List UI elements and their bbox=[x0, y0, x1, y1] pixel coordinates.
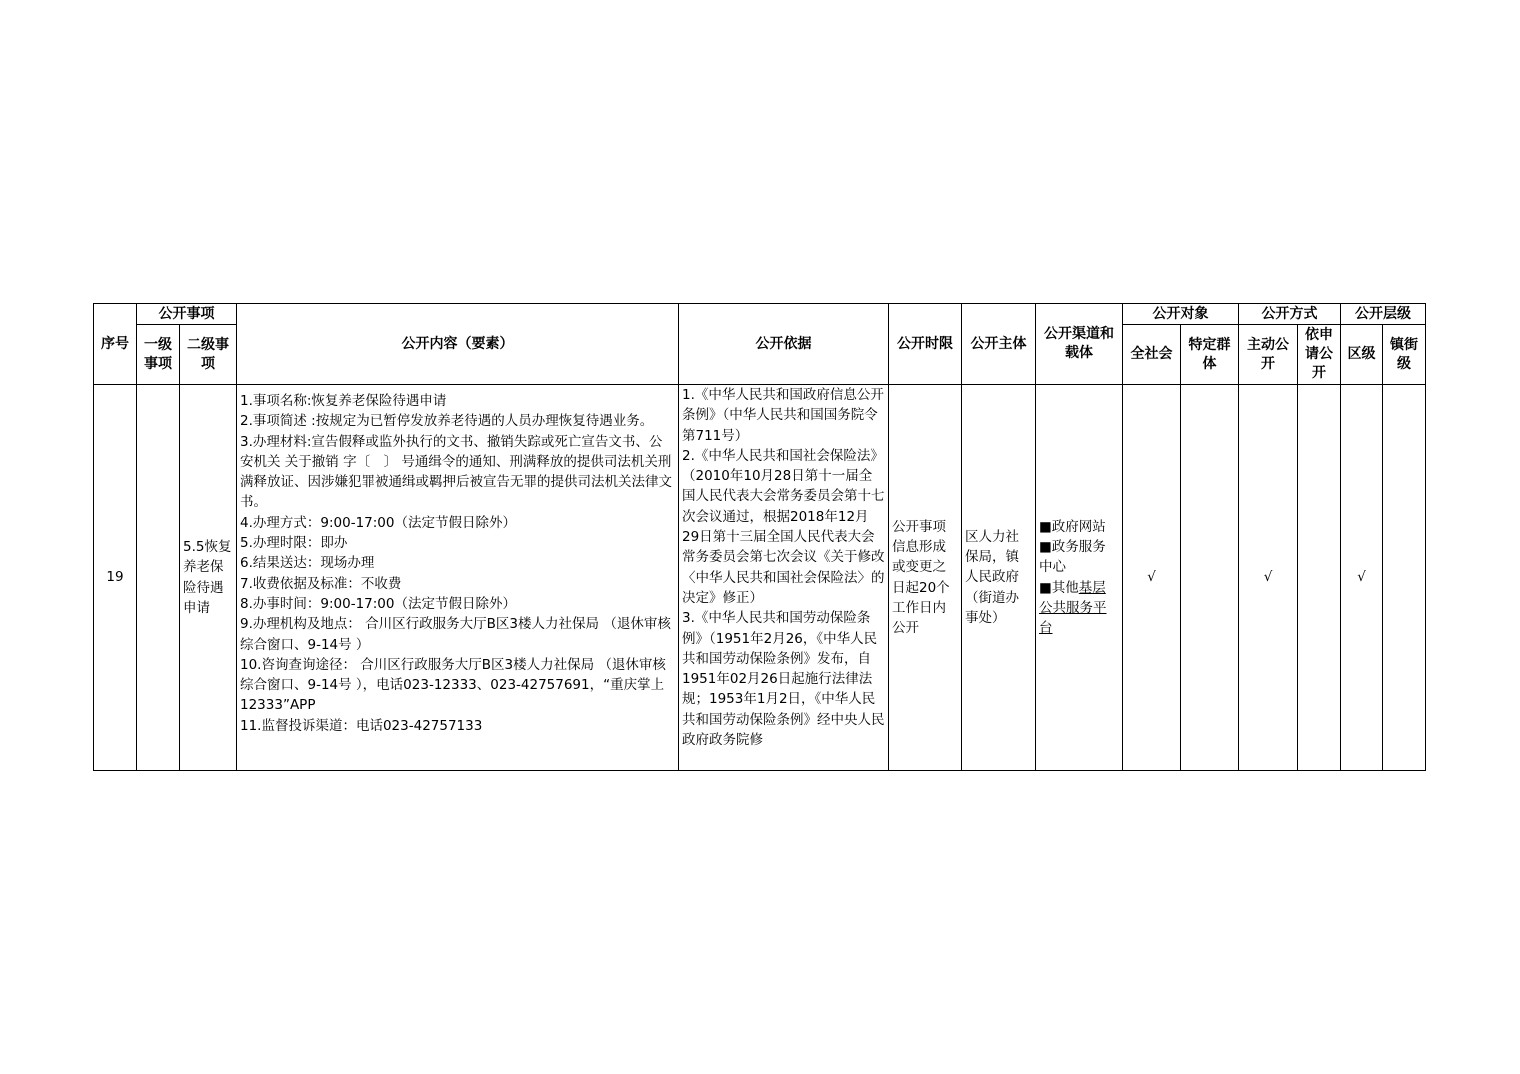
header-method-active: 主动公开 bbox=[1239, 325, 1298, 385]
content-line: 7.收费依据及标准：不收费 bbox=[240, 575, 402, 592]
basis-line: 3.《中华人民共和国劳动保险条例》（1951年2月26，《中华人民共和国劳动保险条例》发布，自1951年02月26日起施行法律法规；1953年1月2日，《中华人民共和国劳动保险条例》经中央人民政府政务院修 bbox=[682, 610, 885, 749]
row-method-apply bbox=[1298, 385, 1341, 771]
content-line: 6.结果送达：现场办理 bbox=[240, 555, 375, 572]
content-line: 3.办理材料:宣告假释或监外执行的文书、撤销失踪或死亡宣告文书、公安机关 关于撤销 字〔 〕 号通缉令的通知、刑满释放的提供司法机关刑满释放证、因涉嫌犯罪被通缉或羁押后被宣告无罪的提供司法机关法律文书。 bbox=[240, 433, 672, 511]
header-target-group: 特定群体 bbox=[1181, 325, 1239, 385]
content-line: 4.办理方式：9:00-17:00（法定节假日除外） bbox=[240, 514, 516, 531]
header-level: 公开层级 bbox=[1341, 304, 1426, 325]
content-line: 5.办理时限：即办 bbox=[240, 535, 348, 552]
header-level-district: 区级 bbox=[1341, 325, 1383, 385]
content-line: 9.办理机构及地点： 合川区行政服务大厅B区3楼人力社保局 （退休审核综合窗口、9-14号 ） bbox=[240, 616, 671, 653]
header-method: 公开方式 bbox=[1239, 304, 1341, 325]
row-target-all: √ bbox=[1123, 385, 1181, 771]
row-level1 bbox=[137, 385, 180, 771]
row-level-town bbox=[1383, 385, 1426, 771]
channel-item: ■政府网站 bbox=[1039, 518, 1106, 535]
content-line: 1.事项名称:恢复养老保险待遇申请 bbox=[240, 393, 447, 409]
row-time-limit: 公开事项信息形成或变更之日起20个工作日内公开 bbox=[889, 385, 962, 771]
header-target: 公开对象 bbox=[1123, 304, 1239, 325]
row-subject: 区人力社保局，镇人民政府（街道办事处） bbox=[962, 385, 1036, 771]
header-level1: 一级事项 bbox=[137, 325, 180, 385]
table-row bbox=[94, 385, 1426, 771]
content-lines bbox=[240, 385, 675, 736]
channel-other-prefix: ■其他 bbox=[1039, 579, 1079, 596]
row-content bbox=[237, 385, 679, 771]
header-time-limit: 公开时限 bbox=[889, 304, 962, 385]
basis-lines bbox=[682, 385, 885, 769]
header-level2: 二级事项 bbox=[180, 325, 237, 385]
row-target-group bbox=[1181, 385, 1239, 771]
header-target-all: 全社会 bbox=[1123, 325, 1181, 385]
basis-line: 1.《中华人民共和国政府信息公开条例》（中华人民共和国国务院令第711号） bbox=[682, 387, 884, 444]
content-line: 2.事项简述 :按规定为已暂停发放养老待遇的人员办理恢复待遇业务。 bbox=[240, 413, 654, 430]
channel-item-other bbox=[1039, 578, 1119, 639]
header-level-town: 镇街级 bbox=[1383, 325, 1426, 385]
channel-item: ■政务服务中心 bbox=[1039, 538, 1106, 576]
disclosure-table bbox=[93, 303, 1426, 771]
channel-other-value: 基层公共服务平台 bbox=[1039, 579, 1107, 637]
row-basis bbox=[679, 385, 889, 771]
header-content: 公开内容（要素） bbox=[237, 304, 679, 385]
row-method-active: √ bbox=[1239, 385, 1298, 771]
header-method-apply: 依申请公开 bbox=[1298, 325, 1341, 385]
header-channel: 公开渠道和载体 bbox=[1036, 304, 1123, 385]
row-seq: 19 bbox=[94, 385, 137, 771]
basis-line: 2.《中华人民共和国社会保险法》（2010年10月28日第十一届全国人民代表大会常务委员会第十七次会议通过，根据2018年12月29日第十三届全国人民代表大会常务委员会第七次会议《关于修改〈中华人民共和国社会保险法〉的决定》修正） bbox=[682, 447, 885, 606]
content-line: 10.咨询查询途径： 合川区行政服务大厅B区3楼人力社保局 （退休审核综合窗口、9-14号 ），电话023-12333、023-42757691，“重庆掌上12333”APP bbox=[240, 656, 666, 714]
content-line: 8.办事时间：9:00-17:00（法定节假日除外） bbox=[240, 595, 516, 612]
row-level-district: √ bbox=[1341, 385, 1383, 771]
header-disclosure-items: 公开事项 bbox=[137, 304, 237, 325]
row-level2: 5.5恢复养老保险待遇申请 bbox=[180, 385, 237, 771]
row-channel bbox=[1036, 385, 1123, 771]
channel-list bbox=[1039, 517, 1119, 639]
header-seq: 序号 bbox=[94, 304, 137, 385]
header-subject: 公开主体 bbox=[962, 304, 1036, 385]
content-line: 11.监督投诉渠道：电话023-42757133 bbox=[240, 717, 483, 734]
header-basis: 公开依据 bbox=[679, 304, 889, 385]
